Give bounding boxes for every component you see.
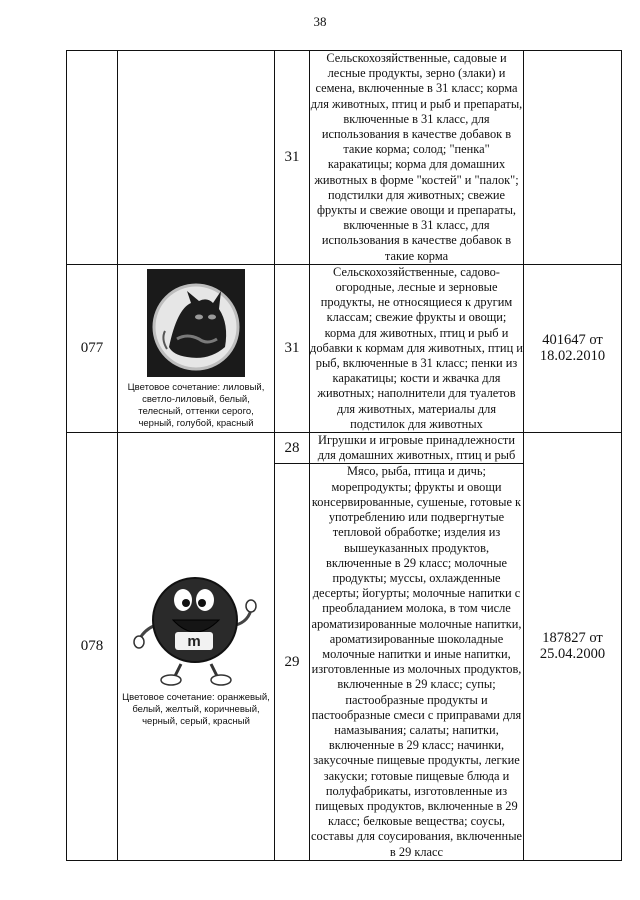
goods-list: Мясо, рыба, птица и дичь; морепродукты; фрукты и овощи консервированные, сушеные, готовые к употреблению или подвергнутые тепловой обработке; изделия из вышеуказанных продуктов, включенные в 29 класс; молочные продукты; муссы, охлажденные десерты; йогурты; молочные напитки с преобладанием молока, в том числе ароматизированные молочные напитки, ароматизированные шоколадные молочные напитки и иные напитки, изготовленные из молочных продуктов, включенные в 29 класс; супы; пастообразные продукты и пастообразные смеси с приправами для намазывания; салаты; напитки, включенные в 29 класс; начинки, закусочные пищевые продукты, легкие закуски; готовые пищевые блюда и полуфабрикаты, изготовленные из пищевых продуктов, включенные в 29 класс; белковые вещества; соусы, составы для соусирования, включенные в 29 класс xyxy=(310,464,523,859)
row-number: 077 xyxy=(67,264,118,432)
class-number: 28 xyxy=(275,433,310,464)
trademark-table xyxy=(66,50,622,861)
class-number: 29 xyxy=(275,464,310,860)
registration-number-date: 401647 от 18.02.2010 xyxy=(524,264,622,432)
goods-list: Сельскохозяйственные, садовые и лесные продукты, зерно (злаки) и семена, включенные в 31 класс; корма для животных, птиц и рыб и препараты, включенные в 31 класс, для использования в качестве добавок в такие корма; солод; "пенка" каракатицы; корма для домашних животных в форме "костей" и "палок"; подстилки для животных; свежие фрукты и свежие овощи и препараты, включенные в 31 класс, для использования в качестве добавок в такие корма xyxy=(310,51,523,263)
table-row xyxy=(67,433,622,464)
registration-number-date: 187827 от 25.04.2000 xyxy=(524,433,622,861)
row-number: 078 xyxy=(67,433,118,861)
goods-list: Игрушки и игровые принадлежности для домашних животных, птиц и рыб xyxy=(310,433,524,464)
svg-text:m: m xyxy=(187,633,201,651)
table-row xyxy=(67,264,622,432)
mm-character-trademark-image xyxy=(131,566,261,690)
class-number: 31 xyxy=(275,264,310,432)
mark-image-cell xyxy=(118,433,275,861)
color-combination-caption: Цветовое сочетание: лиловый, светло-лиловый, белый, телесный, оттенки серого, черный, голубой, красный xyxy=(127,381,265,429)
mark-image-cell xyxy=(118,51,275,265)
cat-trademark-image xyxy=(147,269,245,377)
row-number-cell xyxy=(67,51,118,265)
class-number: 31 xyxy=(275,51,310,265)
registration-cell xyxy=(524,51,622,265)
mark-image-cell xyxy=(118,264,275,432)
goods-list: Сельскохозяйственные, садово-огородные, лесные и зерновые продукты, не относящиеся к другим классам; свежие фрукты и овощи; корма для животных, птиц и рыб и добавки к кормам для животных, птиц и рыб, включенные в 31 класс; пенки из каракатицы; кости и жвачка для животных; наполнители для туалетов для животных, материалы для подстилок для животных xyxy=(310,264,523,431)
color-combination-caption: Цветовое сочетание: оранжевый, белый, желтый, коричневый, черный, серый, красный xyxy=(122,692,270,728)
page-number: 38 xyxy=(313,14,327,29)
table-row xyxy=(67,51,622,265)
